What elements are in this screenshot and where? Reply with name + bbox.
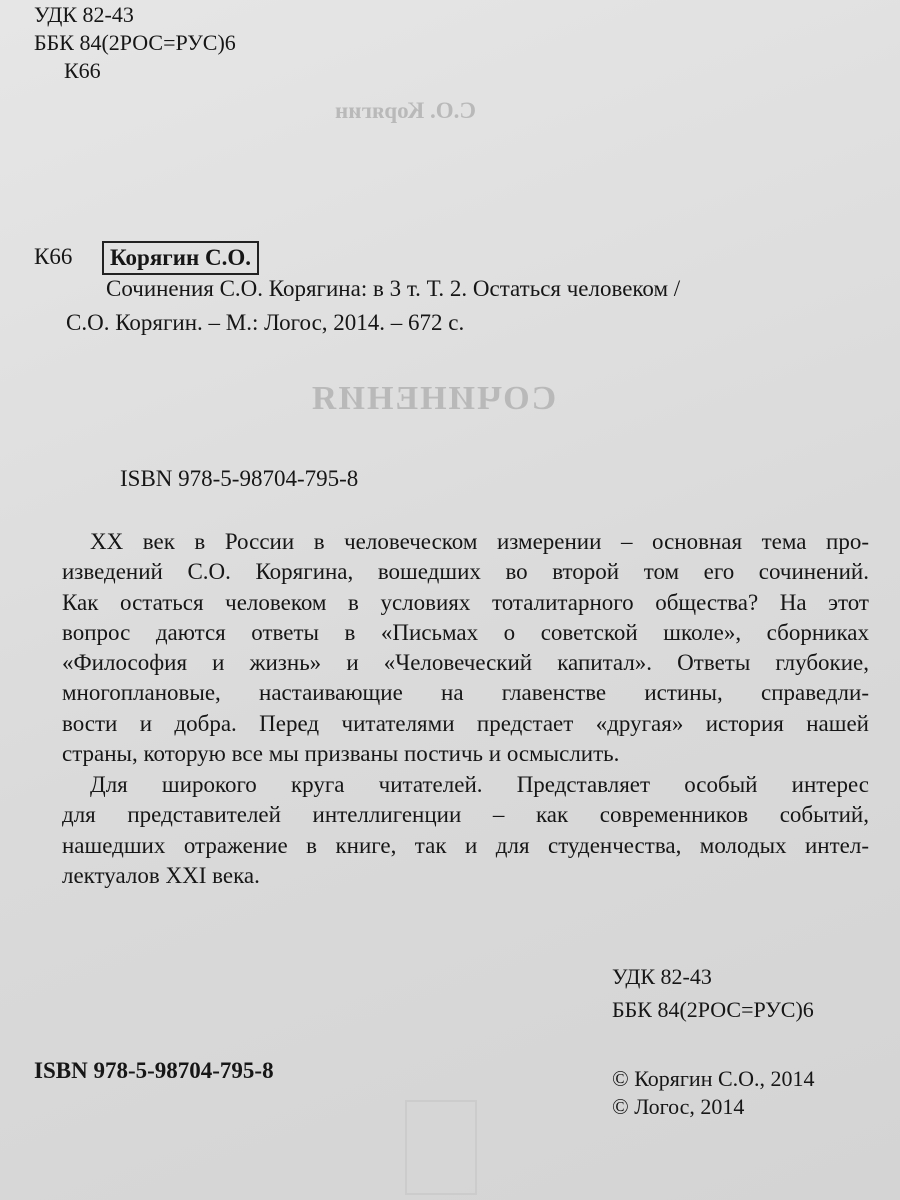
header-bbk: ББК 84(2РОС=РУС)6 <box>34 30 236 55</box>
header-udk: УДК 82-43 <box>34 2 134 27</box>
annotation-paragraph-1 <box>62 527 869 769</box>
annotation-line: нашедших отражение в книге, так и для студенчества, молодых интел- <box>62 832 869 858</box>
annotation-line: Как остаться человеком в условиях тоталитарного общества? На этот <box>62 589 869 615</box>
publisher-logo-ghost <box>405 1100 477 1195</box>
annotation-paragraph-2 <box>62 770 869 891</box>
annotation-line: XX век в России в человеческом измерении – основная тема про- <box>90 529 869 554</box>
isbn-top: ISBN 978-5-98704-795-8 <box>120 466 359 491</box>
footer-isbn: ISBN 978-5-98704-795-8 <box>34 1058 274 1083</box>
annotation-line: вости и добра. Перед читателями предстает «другая» история нашей <box>62 710 869 736</box>
catalog-author: Корягин С.О. <box>102 241 259 275</box>
footer-bbk: ББК 84(2РОС=РУС)6 <box>612 997 814 1022</box>
catalog-code: К66 <box>34 244 73 269</box>
annotation-line: «Философия и жизнь» и «Человеческий капитал». Ответы глубокие, <box>62 650 869 676</box>
catalog-author-box <box>102 241 259 275</box>
catalog-line-2: С.О. Корягин. – М.: Логос, 2014. – 672 с. <box>66 310 465 335</box>
copyright-author: © Корягин С.О., 2014 <box>612 1066 815 1091</box>
annotation-line: Для широкого круга читателей. Представляет особый интерес <box>90 772 869 797</box>
annotation-line: для представителей интеллигенции – как современников событий, <box>62 802 869 828</box>
annotation-line: изведений С.О. Корягина, вошедших во второй том его сочинений. <box>62 559 869 585</box>
catalog-line-1: Сочинения С.О. Корягина: в 3 т. Т. 2. Остаться человеком / <box>106 276 681 301</box>
header-code: К66 <box>64 58 101 83</box>
annotation-line: вопрос даются ответы в «Письмах о советской школе», сборниках <box>62 619 869 645</box>
annotation-line: страны, которую все мы призваны постичь и осмыслить. <box>62 741 620 767</box>
annotation-line: многоплановые, настаивающие на главенстве истины, справедли- <box>62 680 869 706</box>
ghost-author-text: С.О. Корягин <box>335 98 476 123</box>
footer-udk: УДК 82-43 <box>612 964 712 989</box>
ghost-title-text: СОЧИНЕНИЯ <box>310 380 557 417</box>
copyright-publisher: © Логос, 2014 <box>612 1094 745 1119</box>
annotation-line: лектуалов XXI века. <box>62 862 260 888</box>
